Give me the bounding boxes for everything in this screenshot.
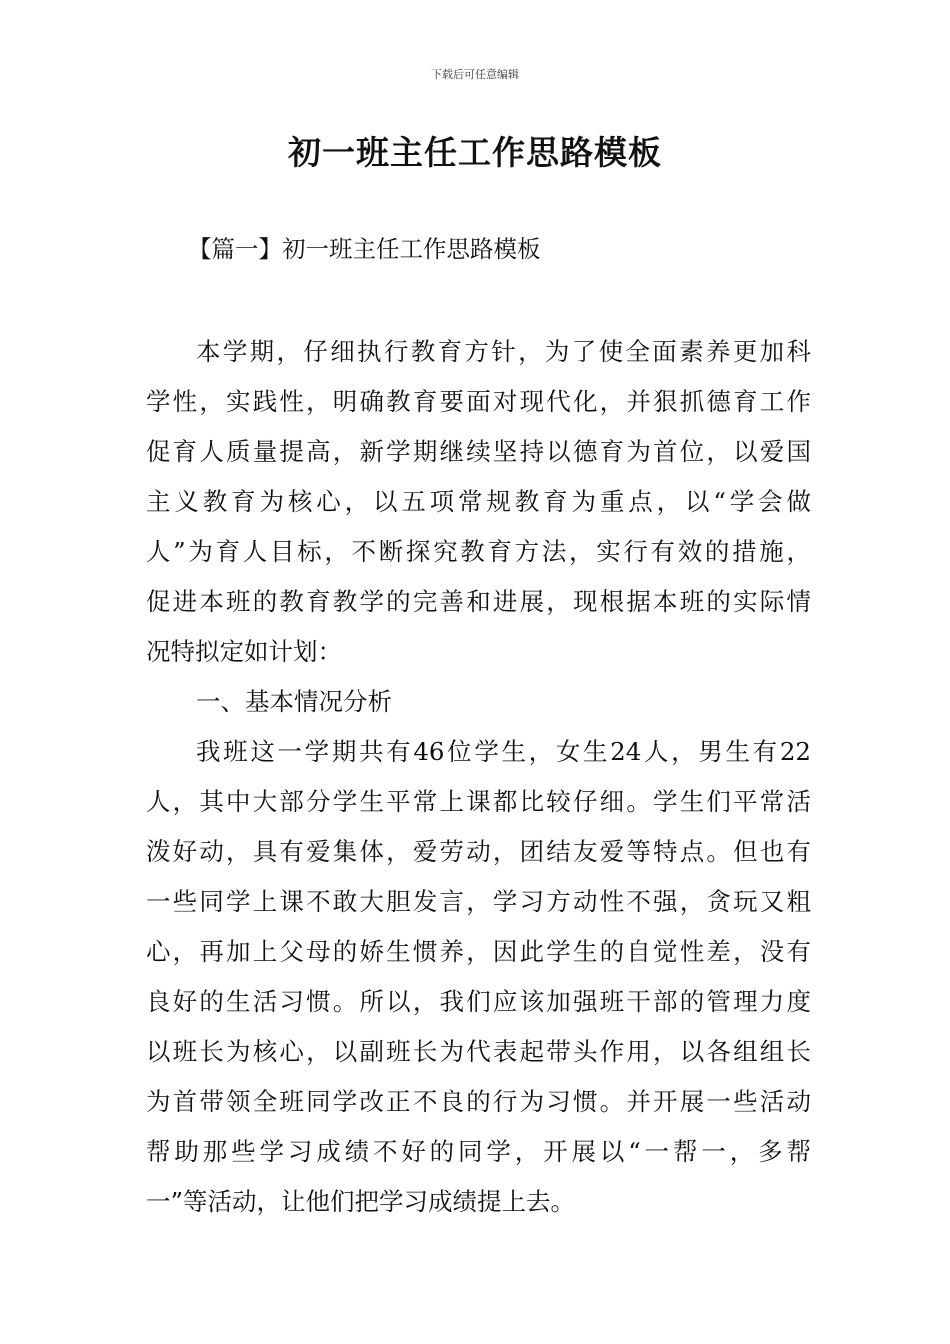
paragraph-line: 良好的生活习惯。所以，我们应该加强班干部的管理力度 [146,987,811,1016]
subsection-heading: 一、基本情况分析 [196,687,392,716]
paragraph-line: 促进本班的教育教学的完善和进展，现根据本班的实际情 [146,587,811,616]
header-note: 下载后可任意编辑 [431,68,519,81]
paragraph-line: 学性，实践性，明确教育要面对现代化，并狠抓德育工作 [146,387,811,416]
paragraph-line: 泼好动，具有爱集体，爱劳动，团结友爱等特点。但也有 [146,837,811,866]
paragraph-line: 人，其中大部分学生平常上课都比较仔细。学生们平常活 [146,787,811,816]
paragraph-line: 我班这一学期共有46位学生，女生24人，男生有22 [196,737,811,766]
paragraph-line: 促育人质量提高，新学期继续坚持以德育为首位，以爱国 [146,437,811,466]
paragraph-line: 一”等活动，让他们把学习成绩提上去。 [146,1187,576,1216]
paragraph-line: 况特拟定如计划： [146,637,342,666]
paragraph-line: 为首带领全班同学改正不良的行为习惯。并开展一些活动 [146,1087,811,1116]
paragraph-line: 以班长为核心，以副班长为代表起带头作用，以各组组长 [146,1037,811,1066]
document-body [146,327,811,1227]
page-title: 初一班主任工作思路模板 [288,133,662,172]
paragraph-line: 心，再加上父母的娇生惯养，因此学生的自觉性差，没有 [146,937,811,966]
section-heading: 【篇一】初一班主任工作思路模板 [188,235,541,263]
paragraph-line: 帮助那些学习成绩不好的同学，开展以“一帮一，多帮 [146,1137,811,1166]
paragraph-line: 主义教育为核心，以五项常规教育为重点，以“学会做 [146,487,811,516]
paragraph-line: 一些同学上课不敢大胆发言，学习方动性不强，贪玩又粗 [146,887,811,916]
paragraph-line: 本学期，仔细执行教育方针，为了使全面素养更加科 [196,337,811,366]
paragraph-line: 人”为育人目标，不断探究教育方法，实行有效的措施， [146,537,811,566]
